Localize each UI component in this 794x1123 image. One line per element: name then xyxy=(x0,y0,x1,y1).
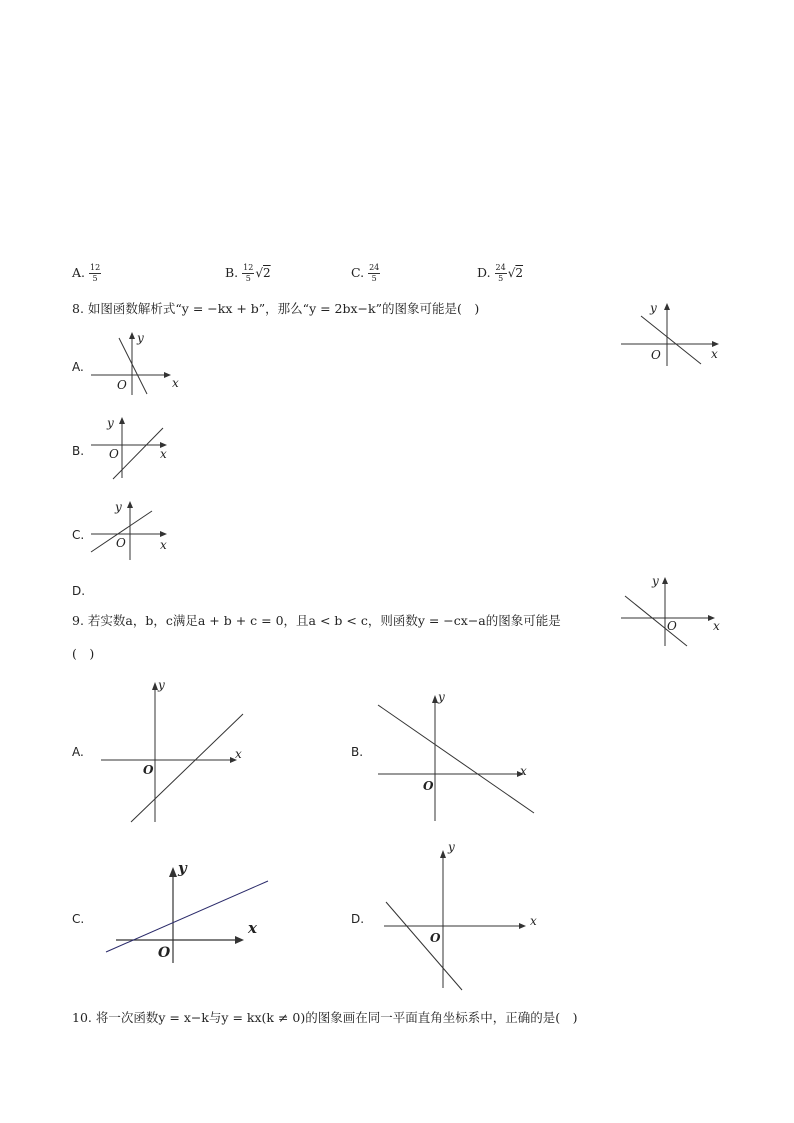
q7-option-c xyxy=(351,264,380,283)
q9-a-origin-label: O xyxy=(143,763,154,777)
q8-c-y-label: y xyxy=(115,500,122,514)
q8-c-origin-label: O xyxy=(116,536,126,550)
q7-option-b xyxy=(225,264,271,283)
q9-reference-graph xyxy=(615,572,727,650)
q8-a-x-label: x xyxy=(172,376,179,390)
q8-b-y-label: y xyxy=(107,416,114,430)
q9-c-x-label: x xyxy=(248,919,257,937)
q7-option-d xyxy=(477,264,523,283)
q9-d-y-label: y xyxy=(448,840,455,854)
q8-option-c-graph xyxy=(85,496,185,564)
q8-a-y-label: y xyxy=(137,331,144,345)
q9-option-a-label: A. xyxy=(72,745,84,759)
q9-b-y-label: y xyxy=(438,690,445,704)
q9-answer-paren: ( ) xyxy=(72,646,95,661)
q8-option-a-graph xyxy=(85,328,185,398)
q7-option-d-fraction: $\frac{24}{5}$ xyxy=(495,263,506,283)
q7-option-d-sqrt: √2 xyxy=(507,266,524,280)
q8-a-origin-label: O xyxy=(117,378,127,392)
q8-b-x-label: x xyxy=(160,447,167,461)
q10-question-text: 10. 将一次函数y = x−k与y = kx(k ≠ 0)的图象画在同一平面直角坐标系中，正确的是( ) xyxy=(72,1010,578,1025)
q9-option-b-label: B. xyxy=(351,745,364,759)
q9-option-c-graph xyxy=(100,855,276,965)
q9-a-y-label: y xyxy=(158,678,165,692)
q7-option-c-fraction: $\frac{24}{5}$ xyxy=(369,263,380,283)
q9-option-a-graph xyxy=(95,672,255,827)
q7-option-d-letter: D. xyxy=(477,265,491,280)
q9-a-x-label: x xyxy=(235,747,242,761)
q9-option-d-graph xyxy=(378,838,548,993)
q8-option-a-label: A. xyxy=(72,360,84,374)
q8-option-c-label: C. xyxy=(72,528,85,542)
q9-ref-x-label: x xyxy=(713,619,720,633)
q9-question-text: 9. 若实数a，b，c满足a + b + c = 0，且a < b < c，则函数y = −cx−a的图象可能是 xyxy=(72,613,561,628)
q8-reference-graph xyxy=(615,298,727,370)
q9-d-origin-label: O xyxy=(430,931,441,945)
q9-d-x-label: x xyxy=(530,914,537,928)
q9-c-y-label: y xyxy=(178,859,187,877)
q8-c-x-label: x xyxy=(160,538,167,552)
q7-option-a-letter: A. xyxy=(72,265,86,280)
q9-option-c-label: C. xyxy=(72,912,85,926)
q8-option-b-label: B. xyxy=(72,444,85,458)
q9-option-b-graph xyxy=(372,685,540,825)
q7-option-a-fraction: $\frac{12}{5}$ xyxy=(90,263,101,283)
q7-option-a xyxy=(72,264,101,283)
q7-option-b-letter: B. xyxy=(225,265,239,280)
q7-option-c-letter: C. xyxy=(351,265,365,280)
q8-ref-x-label: x xyxy=(711,347,718,361)
q8-ref-y-label: y xyxy=(650,301,657,315)
q9-b-origin-label: O xyxy=(423,779,434,793)
q7-option-b-fraction: $\frac{12}{5}$ xyxy=(243,263,254,283)
q8-option-d-label: D. xyxy=(72,584,86,598)
q8-option-b-graph xyxy=(85,412,185,484)
q9-ref-y-label: y xyxy=(652,574,659,588)
q9-ref-origin-label: O xyxy=(667,619,677,633)
q8-b-origin-label: O xyxy=(109,447,119,461)
q9-option-d-label: D. xyxy=(351,912,365,926)
q8-question-text: 8. 如图函数解析式“y = −kx + b”，那么“y = 2bx−k”的图象可能是( ) xyxy=(72,301,480,316)
q9-c-origin-label: O xyxy=(158,945,171,961)
q8-ref-origin-label: O xyxy=(651,348,661,362)
q7-option-b-sqrt: √2 xyxy=(255,266,271,280)
q9-b-x-label: x xyxy=(520,764,527,778)
